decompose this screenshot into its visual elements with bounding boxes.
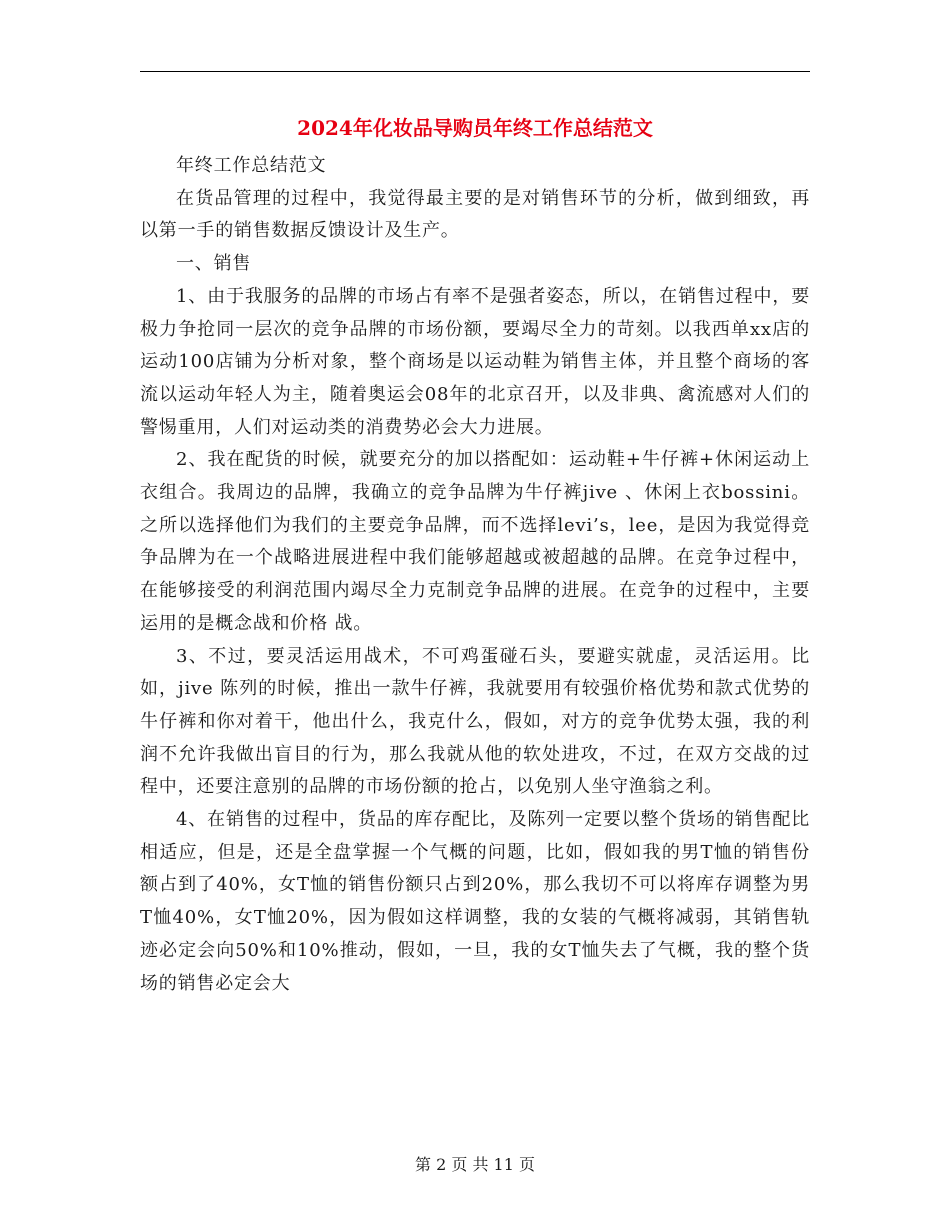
paragraph-intro: 在货品管理的过程中，我觉得最主要的是对销售环节的分析，做到细致，再以第一手的销售数据反馈设计及生产。 (140, 187, 810, 242)
paragraph-point-4: 4、在销售的过程中，货品的库存配比，及陈列一定要以整个货场的销售配比相适应，但是，还是全盘掌握一个气概的问题，比如，假如我的男T恤的销售份额占到了40%，女T恤的销售份额只占到20%，那么我切不可以将库存调整为男T恤40%，女T恤20%，因为假如这样调整，我的女装的气概将减弱，其销售轨迹必定会向50%和10%推动，假如，一旦，我的女T恤失去了气概，我的整个货场的销售必定会大 (140, 809, 810, 994)
header-rule (140, 71, 810, 72)
paragraph-subtitle: 年终工作总结范文 (176, 155, 327, 176)
paragraph-point-1: 1、由于我服务的品牌的市场占有率不是强者姿态，所以，在销售过程中，要极力争抢同一层次的竞争品牌的市场份额，要竭尽全力的苛刻。以我西单xx店的运动100店铺为分析对象，整个商场是以运动鞋为销售主体，并且整个商场的客流以运动年轻人为主，随着奥运会08年的北京召开，以及非典、禽流感对人们的警惕重用，人们对运动类的消费势必会大力进展。 (140, 285, 810, 438)
paragraph-point-2: 2、我在配货的时候，就要充分的加以搭配如：运动鞋+牛仔裤+休闲运动上衣组合。我周边的品牌，我确立的竞争品牌为牛仔裤jive 、休闲上衣bossini。之所以选择他们为我们的主要竞争品牌，而不选择levi’s，lee，是因为我觉得竞争品牌为在一个战略进展进程中我们能够超越或被超越的品牌。在竞争过程中，在能够接受的利润范围内竭尽全力克制竞争品牌的进展。在竞争的过程中，主要运用的是概念战和价格 战。 (140, 449, 810, 634)
section-heading-sales: 一、销售 (176, 253, 252, 275)
paragraph-point-3: 3、不过，要灵活运用战术，不可鸡蛋碰石头，要避实就虚，灵活运用。比如，jive 陈列的时候，推出一款牛仔裤，我就要用有较强价格优势和款式优势的牛仔裤和你对着干，他出什么，我克什么，假如，对方的竞争优势太强，我的利润不允许我做出盲目的行为，那么我就从他的软处进攻，不过，在双方交战的过程中，还要注意别的品牌的市场份额的抢占，以免别人坐守渔翁之利。 (140, 645, 810, 798)
document-body (140, 150, 810, 1000)
page-number-footer: 第 2 页 共 11 页 (415, 1155, 535, 1174)
document-title: 2024年化妆品导购员年终工作总结范文 (297, 116, 653, 140)
